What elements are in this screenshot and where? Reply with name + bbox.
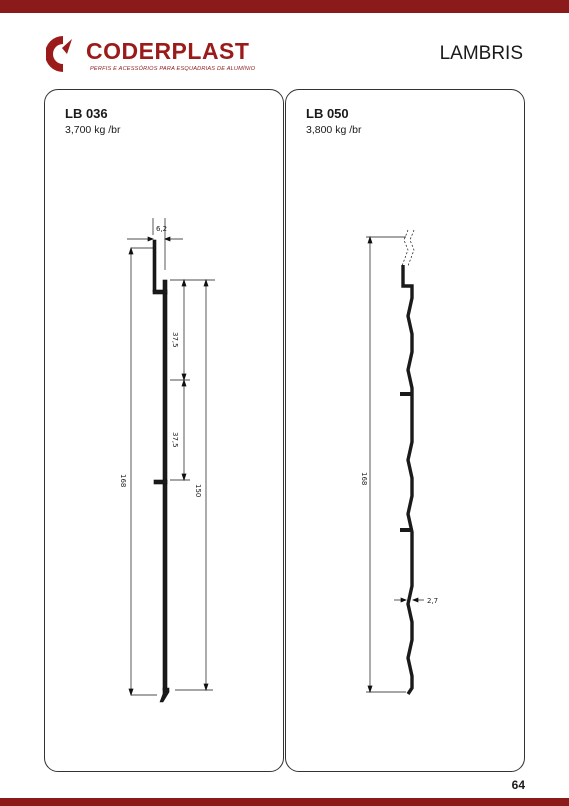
dim-height: 168 (119, 474, 127, 488)
brand-name: CODERPLAST (86, 38, 250, 64)
dim-inner-height: 150 (194, 484, 202, 498)
dim-segment-2: 37,5 (171, 432, 179, 448)
bottom-color-bar (0, 798, 569, 806)
profile-weight: 3,800 kg /br (306, 124, 362, 136)
coderplast-logo-icon (46, 34, 80, 74)
profile-drawing-lb036 (45, 90, 285, 773)
profile-drawing-lb050 (286, 90, 526, 773)
profile-code: LB 036 (65, 106, 108, 121)
profile-code: LB 050 (306, 106, 349, 121)
dim-thickness: 2,7 (427, 597, 439, 605)
dim-segment-1: 37,5 (171, 332, 179, 348)
profile-weight: 3,700 kg /br (65, 124, 121, 136)
page-number: 64 (511, 778, 525, 792)
top-color-bar (0, 0, 569, 13)
section-title: LAMBRIS (439, 43, 523, 64)
profile-card-lb050 (285, 89, 525, 772)
brand-tagline: PERFIS E ACESSÓRIOS PARA ESQUADRIAS DE ALUMÍNIO (90, 66, 256, 72)
dim-top-width: 6,2 (156, 225, 168, 233)
profile-card-lb036 (44, 89, 284, 772)
dim-height: 168 (360, 472, 368, 486)
